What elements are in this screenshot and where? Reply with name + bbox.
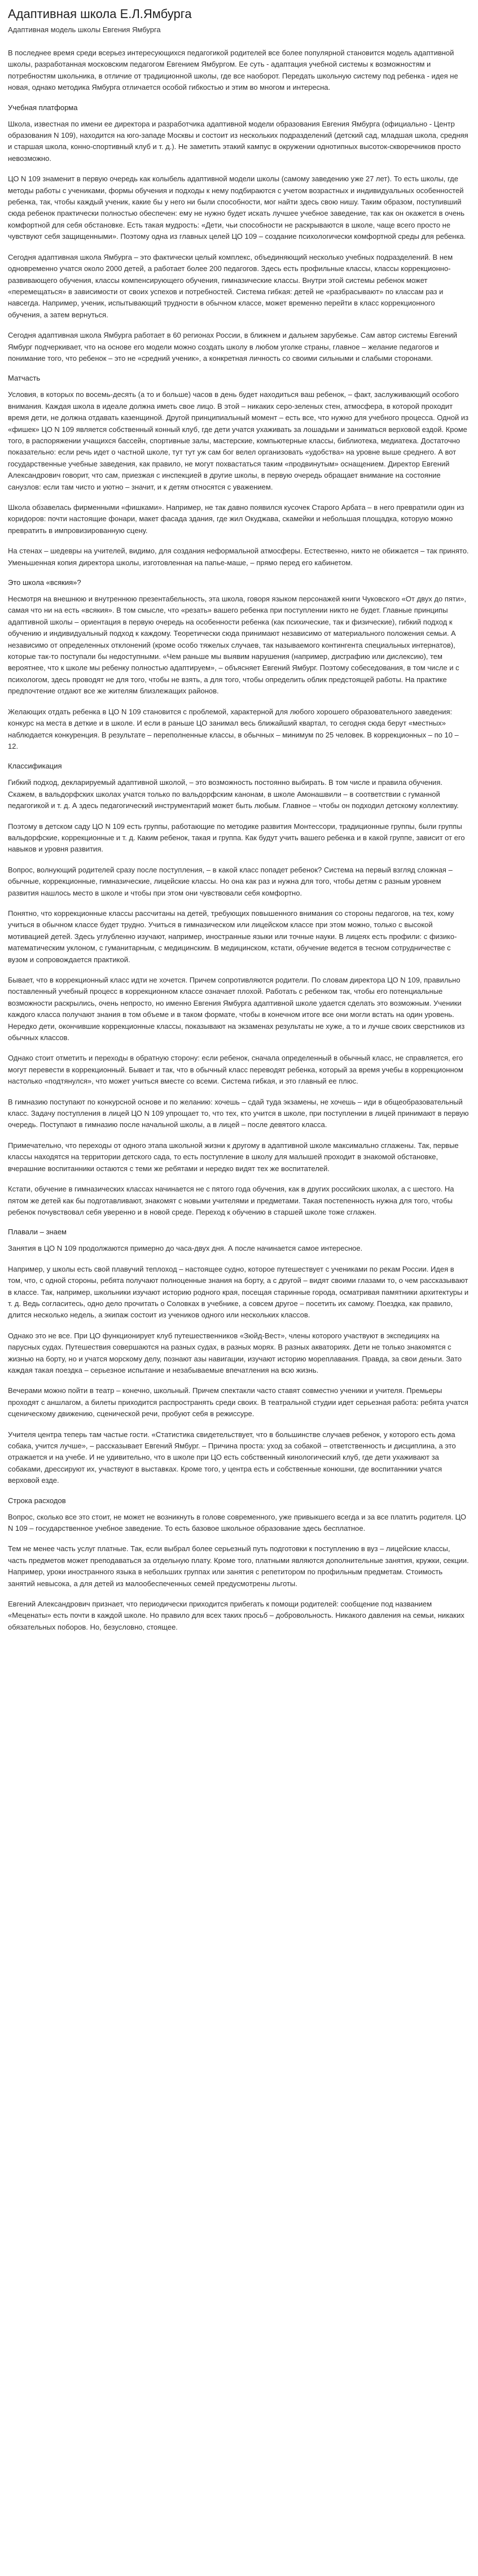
- paragraph: Сегодня адаптивная школа Ямбурга работает в 60 регионах России, в ближнем и дальнем зарубежье. Сам автор системы Евгений Ямбург подчеркивает, что на основе его модели можно создать школу в любом уголке страны, главное – желание педагогов и понимание того, что ребенок – это не «средний ученик», а конкретная личность со своими сильными и слабыми сторонами.: [8, 331, 458, 363]
- paragraph: Вопрос, сколько все это стоит, не может не возникнуть в голове современного, уже привыкшего всегда и за все платить родителя. ЦО N 109 – государственное учебное заведение. То есть базовое школьное образование здесь бесплатное.: [8, 1512, 467, 1533]
- article-body: [8, 47, 470, 1633]
- paragraph: Поэтому в детском саду ЦО N 109 есть группы, работающие по методике развития Монтессори, традиционные группы, были группы вальдорфские, коррекционные и т. д. Каким ребенок, такая и группа. Как будут учить вашего ребенка и в какой группе, зависит от его навыков и уровня развития.: [8, 822, 465, 854]
- section-heading: Это школа «всякия»?: [8, 578, 81, 587]
- paragraph: Желающих отдать ребенка в ЦО N 109 становится с проблемой, характерной для любого хорошего образовательного заведения: конкурс на места в деткие и в школе. И если в раньше ЦО занимал весь ближайший квартал, то сегодня сюда берут «местных» наблюдается конкуренция. В результате – переполненные классы, в обычных – минимум по 25 человек. В коррекционных – по 10 – 12.: [8, 707, 459, 750]
- section-heading: Плавали – знаем: [8, 1228, 67, 1237]
- paragraph: Гибкий подход, декларируемый адаптивной школой, – это возможность постоянно выбирать. В том числе и правила обучения. Скажем, в вальдорфских школах учатся только по вальдорфским канонам, в школе Амонашвили – в соответствии с гуманной педагогикой и т. д. А здесь педагогический инструментарий может быть любым. Главное – чтобы он подходил детскому коллективу.: [8, 778, 459, 810]
- paragraph: Тем не менее часть услуг платные. Так, если выбрал более серьезный путь подготовки к поступлению в вуз – лицейские классы, часть предметов может преподаваться за отдельную плату. Кроме того, платными являются дополнительные занятия, кружки, секции. Например, уроки иностранного языка в небольших группах или занятия с репетитором по профильным предметам. Стоимость занятий невысока, а для детей из малообеспеченных семей предусмотрены льготы.: [8, 1544, 469, 1588]
- paragraph: Примечательно, что переходы от одного этапа школьной жизни к другому в адаптивной школе максимально сглажены. Так, первые классы находятся на территории детского сада, то есть поступление в школу для малышей проходит в знакомой обстановке, вчерашние воспитанники остаются с теми же ребятами и нередко видят тех же воспитателей.: [8, 1141, 459, 1173]
- paragraph: На стенах – шедевры на учителей, видимо, для создания неформальной атмосферы. Естественно, никто не обижается – так принято. Уменьшенная копия директора школы, изготовленная на папье-маше, – прямо перед его кабинетом.: [8, 547, 469, 567]
- paragraph: Бывает, что в коррекционный класс идти не хочется. Причем сопротивляются родители. По словам директора ЦО N 109, правильно поставленный учебный процесс в коррекционном классе означает плохой. Работать с ребенком так, чтобы его потенциальные возможности раскрылись, очень непросто, но именно Евгения Ямбурга адаптивной школе удается сделать это возможным. Ученики каждого класса получают знания в том объеме и в таком формате, чтобы в конечном итоге все они могли встать на один уровень. Нередко дети, окончившие коррекционные классы, показывают на экзаменах результаты не хуже, а то и лучше своих сверстников из обычных классов.: [8, 976, 465, 1042]
- paragraph: В последнее время среди всерьез интересующихся педагогикой родителей все более популярной становится модель адаптивной школы, разработанная московским педагогом Евгением Ямбургом. Ее суть - адаптация учебной системы к возможностям и потребностям школьника, в отличие от традиционной школы, где все наоборот. Передать школьную систему под ребенка - идея не новая, однако методика Ямбурга отличается особой гибкостью и этим во многом и интересна.: [8, 49, 458, 92]
- article-title: Адаптивная школа Е.Л.Ямбурга: [8, 7, 192, 21]
- paragraph: Однако это не все. При ЦО функционирует клуб путешественников «Зюйд-Вест», члены которого участвуют в экспедициях на парусных судах. Путешествия совершаются на разных судах, в разных морях. В разных акваториях. Дети не только знакомятся с жизнью на борту, но и учатся морскому делу, познают азы навигации, изучают историю мореплавания. Правда, за свои деньги. Зато каждая такая поездка – серьезное испытание и незабываемые впечатления на всю жизнь.: [8, 1331, 462, 1374]
- paragraph: Вопрос, волнующий родителей сразу после поступления, – в какой класс попадет ребенок? Система на первый взгляд сложная – обычные, коррекционные, гимназические, лицейские классы. Но она как раз и нужна для того, чтобы детям с разным уровнем развития нашлось место в школе и чтобы при этом они чувствовали себя комфортно.: [8, 865, 453, 897]
- paragraph: ЦО N 109 знаменит в первую очередь как колыбель адаптивной модели школы (самому заведению уже 27 лет). То есть школы, где методы работы с учениками, формы обучения и подходы к нему подбираются с учетом возрастных и индивидуальных особенностей ребенка, так, чтобы каждый ученик, какие бы у него ни были способности, мог найти здесь свою нишу. Таким образом, поступивший сюда ребенок практически полностью обеспечен: ему не нужно будет искать лучшее учебное заведение, так как он окажется в очень комфортной для себя обстановке. Есть такая мудрость: «Дети, чьи способности не раскрываются в школе, чаще всего просто не чувствуют себя защищенными». Поэтому одна из главных целей ЦО 109 – создание психологически комфортной среды для ребенка.: [8, 174, 466, 241]
- paragraph: Несмотря на внешнюю и внутреннюю презентабельность, эта школа, говоря языком персонажей книги Чуковского «От двух до пяти», самая что ни на есть «всякия». В том смысле, что «резать» вашего ребенка при поступлении никто не будет. Главные принципы адаптивной школы – ориентация в первую очередь на особенности ребенка (как психические, так и физические), гибкий подход к обучению и индивидуальный подход к каждому. Теоретически сюда принимают независимо от материального положения семьи. А независимо от определенных отклонений (кроме особо тяжелых случаев, так называемого контингента специальных интернатов), которые так-то поступали бы недоступными. «Чем раньше мы выявим нарушения (например, дисграфию или дислексию), тем вероятнее, что к школе мы ребенку полностью адаптируем», – объясняет Евгений Ямбург. Поэтому собеседования, в том числе и с психологом, здесь проводят не для того, чтобы не взять, а для того, чтобы определить облик предстоящей работы. На практике предпочтение отдают все же жителям близлежащих районов.: [8, 595, 466, 696]
- paragraph: Вечерами можно пойти в театр – конечно, школьный. Причем спектакли часто ставят совместно ученики и учителя. Премьеры проходят с аншлагом, а билеты приходится распространять среди своих. В театральной студии идет серьезная работа: ребята учатся сценическому движению, сценической речи, пробуют себя в режиссуре.: [8, 1386, 468, 1418]
- section-heading: Строка расходов: [8, 1496, 66, 1505]
- paragraph: Понятно, что коррекционные классы рассчитаны на детей, требующих повышенного внимания со стороны педагогов, на тех, кому учиться в обычном классе будет трудно. Учиться в гимназическом или лицейском классе при этом можно, только с высокой мотивацией детей. Здесь углубленно изучают, например, иностранные языки или точные науки. В лицеях есть профили: с физико-математическим уклоном, с гуманитарным, с медицинским. В медицинском, кстати, обучение ведется в тесном сотрудничестве с вузом и сопровождается практикой.: [8, 909, 457, 964]
- section-heading: Матчасть: [8, 374, 41, 383]
- paragraph: Учителя центра теперь там частые гости. «Статистика свидетельствует, что в большинстве случаев ребенок, у которого есть дома собака, учится лучше», – рассказывает Евгений Ямбург. – Причина проста: уход за собакой – ответственность и дисциплина, а это отражается и на учебе. И не удивительно, что в школе при ЦО есть собственный кинологический клуб, где дети ухаживают за собаками, дрессируют их, участвуют в выставках. Кроме того, у центра есть и собственные конюшни, где воспитанники учатся верховой езде.: [8, 1430, 456, 1485]
- paragraph: В гимназию поступают по конкурсной основе и по желанию: хочешь – сдай туда экзамены, не хочешь – иди в общеобразовательный класс. Задачу поступления в лицей ЦО N 109 упрощает то, что тех, кто учится в школе, при поступлении в лицей принимают в первую очередь. Поступают в гимназию после начальной школы, а в лицей – после девятого класса.: [8, 1097, 469, 1129]
- paragraph: Занятия в ЦО N 109 продолжаются примерно до часа-двух дня. А после начинается самое интересное.: [8, 1244, 363, 1253]
- paragraph: Однако стоит отметить и переходы в обратную сторону: если ребенок, сначала определенный в обычный класс, не справляется, его могут перевести в коррекционный. Бывает и так, что в обычный класс переводят ребенка, который за время учебы в коррекционном настолько «подтянулся», что может учиться вместе со всеми. Система гибкая, и это главный ее плюс.: [8, 1054, 463, 1086]
- paragraph: Школа обзавелась фирменными «фишками». Например, не так давно появился кусочек Старого Арбата – в него превратили один из коридоров: почти настоящие фонари, макет фасада здания, где жил Окуджава, скамейки и небольшая площадка, которую можно превратить в импровизированную сцену.: [8, 503, 464, 535]
- paragraph: Сегодня адаптивная школа Ямбурга – это фактически целый комплекс, объединяющий несколько учебных подразделений. В нем одновременно учатся около 2000 детей, а работает более 200 педагогов. Здесь есть профильные классы, классы коррекционно-развивающего обучения, классы компенсирующего обучения, гимназические классы. Внутри этой системы ребенок может «перемещаться» в зависимости от своих успехов и потребностей. Система гибкая: детей не «разбрасывают» по классам раз и навсегда. Например, ученик, испытывающий трудности в обычном классе, может временно перейти в класс коррекционного обучения, а затем вернуться.: [8, 252, 453, 319]
- paragraph: Например, у школы есть свой плавучий теплоход – настоящее судно, которое путешествует с учениками по рекам России. Идея в том, что, с одной стороны, ребята получают полноценные знания на борту, а с другой – видят своими глазами то, о чем рассказывают в классе. Так, например, школьники изучают историю родного края, посещая старинные города, осматривая памятники архитектуры и т. д. Ведь согласитесь, одно дело прочитать о Соловках в учебнике, а совсем другое – посетить их самому. Поездка, как правило, длится несколько недель, а экипаж состоит из учеников одного или нескольких классов.: [8, 1264, 469, 1320]
- article-subtitle: Адаптивная модель школы Евгения Ямбурга: [8, 25, 161, 34]
- paragraph: Условия, в которых по восемь-десять (а то и больше) часов в день будет находиться ваш ребенок, – факт, заслуживающий особого внимания. Каждая школа в идеале должна иметь свое лицо. В этой – никаких серо-зеленых стен, атмосфера, в которой проходит время дети, не должна отдавать казенщиной. Другой принципиальный момент – есть все, что нужно для учебного процесса. Одной из «фишек» ЦО N 109 является собственный конный клуб, где дети учатся ухаживать за лошадьми и заниматься верховой ездой. Кроме того, в распоряжении учащихся бассейн, спортивные залы, мастерские, компьютерные классы, библиотека, медиатека. Достаточно показательно: если речь идет о частной школе, тут тут уж сам бог велел организовать «удобства» на уровне выше среднего. А вот государственные учебные заведения, как правило, не могут похвастаться таким «продвинутым» оснащением. Директор Евгений Александрович говорит, что сам, приезжая с инспекцией в другие школы, в первую очередь обращает внимание на состояние санузлов: если там чисто и уютно – значит, и к детям относятся с уважением.: [8, 390, 469, 491]
- paragraph: Евгений Александрович признает, что периодически приходится прибегать к помощи родителей: сообщение под названием «Меценаты» есть почти в каждой школе. Но правило для всех таких просьб – добровольность. Никакого давления на семьи, никаких обязательных поборов. Но, безусловно, стоящее.: [8, 1600, 464, 1631]
- section-heading: Учебная платформа: [8, 103, 78, 112]
- paragraph: Школа, известная по имени ее директора и разработчика адаптивной модели образования Евгения Ямбурга (официально - Центр образования N 109), находится на юго-западе Москвы и состоит из нескольких подразделений (детский сад, младшая школа, средняя и старшая школа, конно-спортивный клуб и т. д.). Не заметить этакий кампус в окружении однотипных высоток-скворечников просто невозможно.: [8, 119, 468, 163]
- section-heading: Классификация: [8, 762, 62, 771]
- paragraph: Кстати, обучение в гимназических классах начинается не с пятого года обучения, как в других российских школах, а с шестого. На пятом же детей как бы подготавливают, знакомят с новыми учителями и предметами. Такая постепенность нужна для того, чтобы ребенок почувствовал себя уверенно и в новой среде. Переход к обучению в старшей школе тоже сглажен.: [8, 1185, 454, 1216]
